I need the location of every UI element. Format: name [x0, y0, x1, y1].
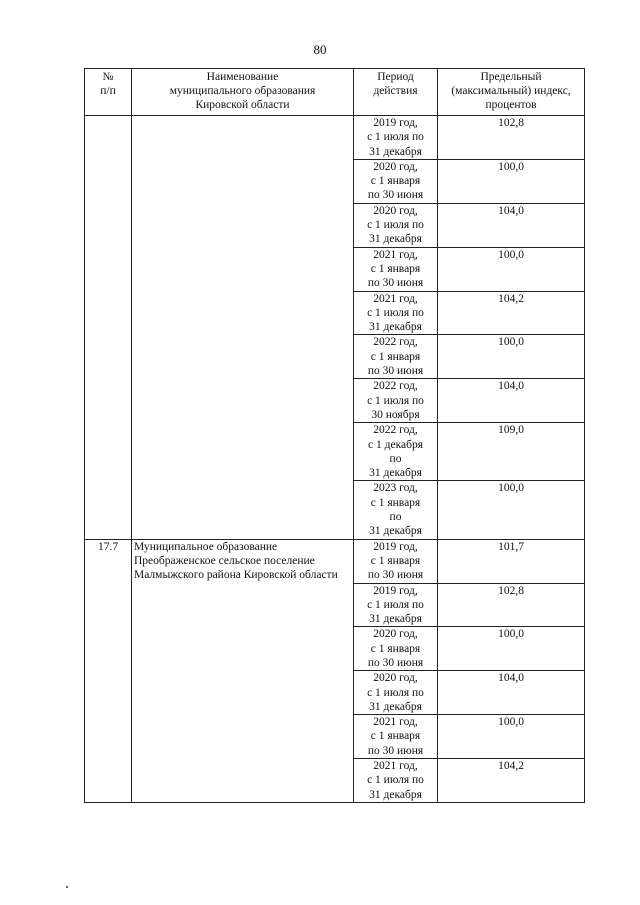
- row-number: 17.7: [85, 539, 132, 802]
- period-cell: 2020 год, с 1 января по 30 июня: [354, 627, 438, 671]
- table-row: [85, 116, 585, 160]
- period-cell: 2020 год, с 1 января по 30 июня: [354, 159, 438, 203]
- index-value-cell: 101,7: [438, 539, 585, 583]
- index-value-cell: 104,0: [438, 379, 585, 423]
- index-value-cell: 109,0: [438, 423, 585, 481]
- index-table: [84, 68, 585, 803]
- municipality-name: [132, 116, 354, 540]
- scan-artifact: [66, 886, 68, 888]
- index-value-cell: 100,0: [438, 481, 585, 539]
- index-value-cell: 100,0: [438, 247, 585, 291]
- period-cell: 2019 год, с 1 июля по 31 декабря: [354, 116, 438, 160]
- table-header-row: [85, 69, 585, 116]
- page-number: 80: [313, 42, 327, 57]
- index-value-cell: 102,8: [438, 583, 585, 627]
- header-number: № п/п: [85, 69, 132, 116]
- index-value-cell: 100,0: [438, 335, 585, 379]
- period-cell: 2020 год, с 1 июля по 31 декабря: [354, 671, 438, 715]
- index-value-cell: 100,0: [438, 715, 585, 759]
- index-value-cell: 104,0: [438, 671, 585, 715]
- period-cell: 2021 год, с 1 января по 30 июня: [354, 715, 438, 759]
- period-cell: 2022 год, с 1 декабря по 31 декабря: [354, 423, 438, 481]
- row-number: [85, 116, 132, 540]
- index-value-cell: 104,2: [438, 291, 585, 335]
- index-value-cell: 104,2: [438, 759, 585, 803]
- period-cell: 2021 год, с 1 июля по 31 декабря: [354, 291, 438, 335]
- municipality-name: Муниципальное образование Преображенское сельское поселение Малмыжского района Кировской области: [132, 539, 354, 802]
- header-municipality-name: Наименование муниципального образования Кировской области: [132, 69, 354, 116]
- period-cell: 2023 год, с 1 января по 31 декабря: [354, 481, 438, 539]
- header-max-index: Предельный (максимальный) индекс, процентов: [438, 69, 585, 116]
- period-cell: 2022 год, с 1 июля по 30 ноября: [354, 379, 438, 423]
- index-value-cell: 102,8: [438, 116, 585, 160]
- index-value-cell: 104,0: [438, 203, 585, 247]
- period-cell: 2019 год, с 1 января по 30 июня: [354, 539, 438, 583]
- period-cell: 2019 год, с 1 июля по 31 декабря: [354, 583, 438, 627]
- period-cell: 2021 год, с 1 июля по 31 декабря: [354, 759, 438, 803]
- index-value-cell: 100,0: [438, 159, 585, 203]
- period-cell: 2022 год, с 1 января по 30 июня: [354, 335, 438, 379]
- table-row: [85, 539, 585, 583]
- period-cell: 2021 год, с 1 января по 30 июня: [354, 247, 438, 291]
- table-body: [85, 116, 585, 803]
- period-cell: 2020 год, с 1 июля по 31 декабря: [354, 203, 438, 247]
- index-value-cell: 100,0: [438, 627, 585, 671]
- header-period: Период действия: [354, 69, 438, 116]
